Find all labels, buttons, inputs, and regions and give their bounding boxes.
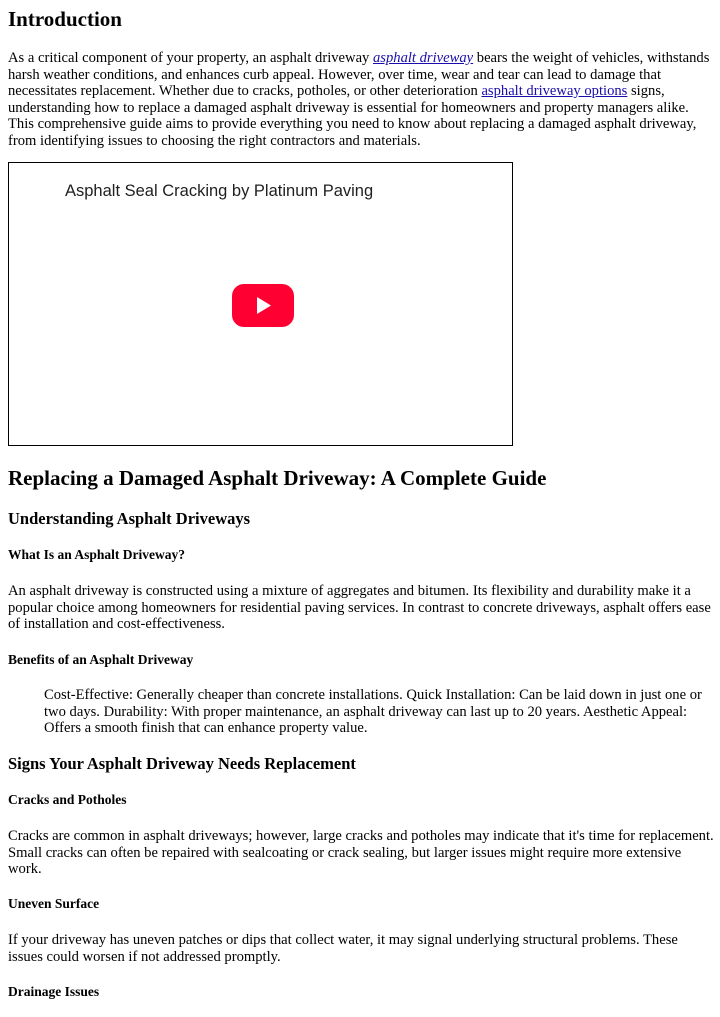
cracks-heading: Cracks and Potholes: [8, 792, 127, 807]
understanding-heading: Understanding Asphalt Driveways: [8, 509, 251, 528]
drainage-heading: Drainage Issues: [8, 984, 100, 999]
video-title[interactable]: Asphalt Seal Cracking by Platinum Paving: [65, 182, 374, 200]
cracks-paragraph: Cracks are common in asphalt driveways; however, large cracks and potholes may indicate that it's time for replacement. Small cracks can often be repaired with sealcoating or crack sealing, but larger issues might require more extensive work.: [8, 828, 714, 878]
what-is-heading: What Is an Asphalt Driveway?: [8, 547, 186, 562]
intro-text-2: bears the weight of vehicles, withstands harsh weather conditions, and enhances curb appeal. However, over time, wear and tear can lead to damage that necessitates replacement. Whether due to cracks, potholes, or other deterioration: [8, 50, 710, 100]
intro-text-3: signs, understanding how to replace a damaged asphalt driveway is essential for homeowners and property managers alike. This comprehensive guide aims to provide everything you need to know about replacing a damaged asphalt driveway, from identifying issues to choosing the right contractors and materials.: [8, 83, 697, 149]
benefits-paragraph: Cost-Effective: Generally cheaper than concrete installations. Quick Installation: Can be laid down in just one or two days. Durability: With proper maintenance, an asphalt driveway can last up to 20 years. Aesthetic Appeal: Offers a smooth finish that can enhance property value.: [44, 687, 702, 737]
uneven-paragraph: If your driveway has uneven patches or dips that collect water, it may signal underlying structural problems. These issues could worsen if not addressed promptly.: [8, 932, 678, 965]
asphalt-driveway-options-link[interactable]: asphalt driveway options: [481, 83, 628, 100]
asphalt-driveway-link[interactable]: asphalt driveway: [373, 50, 474, 66]
intro-paragraph: [8, 50, 714, 150]
benefits-heading: Benefits of an Asphalt Driveway: [8, 652, 194, 667]
uneven-heading: Uneven Surface: [8, 896, 100, 911]
intro-text-1: As a critical component of your property, an asphalt driveway: [8, 50, 373, 66]
intro-heading: Introduction: [8, 7, 122, 31]
play-icon[interactable]: [232, 284, 294, 327]
main-heading: Replacing a Damaged Asphalt Driveway: A Complete Guide: [8, 466, 547, 490]
video-embed[interactable]: [8, 162, 513, 446]
what-is-paragraph: An asphalt driveway is constructed using a mixture of aggregates and bitumen. Its flexibility and durability make it a popular choice among homeowners for residential paving services. In contrast to concrete driveways, asphalt offers ease of installation and cost-effectiveness.: [8, 583, 711, 633]
signs-heading: Signs Your Asphalt Driveway Needs Replacement: [8, 754, 356, 773]
